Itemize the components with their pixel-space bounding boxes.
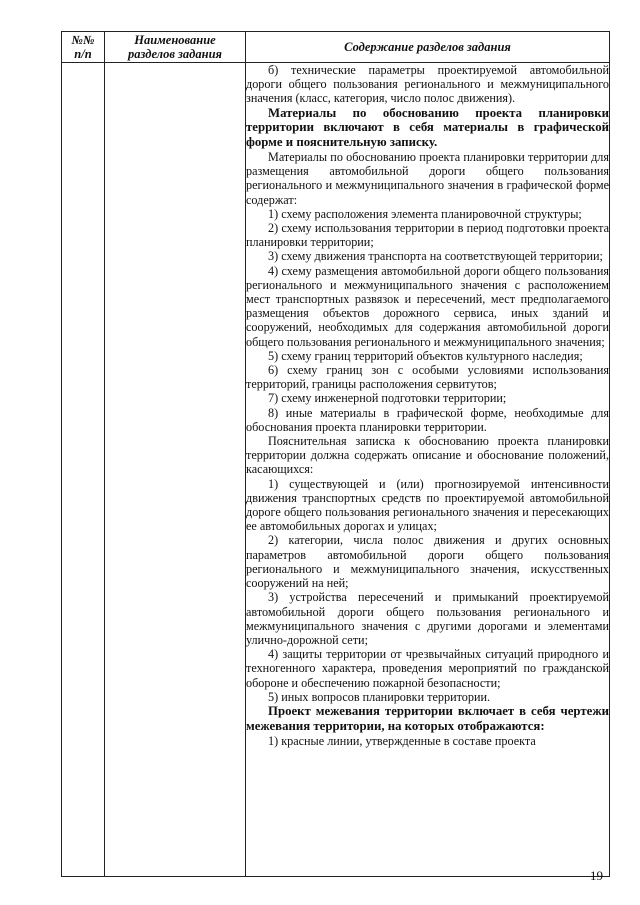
cell-content (246, 63, 610, 877)
table-row (62, 63, 610, 877)
list-item: 6) схему границ зон с особыми условиями использования территорий, границы расположения сервитутов; (246, 363, 609, 392)
header-content-text: Содержание разделов задания (344, 40, 511, 54)
list-item: 5) иных вопросов планировки территории. (268, 689, 491, 704)
paragraph: Пояснительная записка к обоснованию проекта планировки территории должна содержать описание и обоснование положений, касающихся: (246, 434, 609, 477)
paragraph: Материалы по обоснованию проекта планировки территории для размещения автомобильной дороги общего пользования регионального и межмуниципального значения в графической форме содержат: (246, 150, 609, 207)
paragraph-bold: Проект межевания территории включает в себя чертежи межевания территории, на которых отображаются: (246, 703, 609, 733)
header-number (62, 32, 105, 63)
cell-section-name (105, 63, 246, 877)
list-item: 8) иные материалы в графической форме, необходимые для обоснования проекта планировки территории. (246, 405, 609, 434)
list-item: 7) схему инженерной подготовки территории; (268, 391, 507, 406)
header-number-line1: №№ (71, 33, 95, 47)
list-item: 5) схему границ территорий объектов культурного наследия; (268, 348, 583, 363)
page-number: 19 (590, 868, 603, 883)
header-section-name (105, 32, 246, 63)
list-item: 4) схему размещения автомобильной дороги общего пользования регионального и межмуниципального значения с расположением мест транспортных развязок и пересечений, мест предполагаемого размещения объектов дорожного сервиса, иных зданий и сооружений, необходимых для содержания автомобильной дороги общего пользования регионального и межмуниципального значения; (246, 263, 609, 349)
list-item: 1) схему расположения элемента планировочной структуры; (268, 206, 582, 221)
header-number-line2: п/п (74, 47, 92, 61)
table-header-row (62, 32, 610, 63)
task-table (61, 31, 610, 877)
list-item: 1) красные линии, утвержденные в составе проекта (268, 733, 536, 748)
header-section-name-line1: Наименование (134, 33, 216, 47)
list-item: 2) категории, числа полос движения и других основных параметров автомобильной дороги общего пользования регионального и межмуниципального значения, искусственных сооружений на ней; (246, 533, 609, 591)
header-content (246, 32, 610, 63)
list-item: 4) защиты территории от чрезвычайных ситуаций природного и техногенного характера, проведения мероприятий по гражданской обороне и обеспечению пожарной безопасности; (246, 647, 609, 690)
list-item: 1) существующей и (или) прогнозируемой интенсивности движения транспортных средств по проектируемой автомобильной дороге общего пользования регионального значения и пересекающих ее автомобильных дорогах и улицах; (246, 476, 609, 534)
list-item: 3) устройства пересечений и примыканий проектируемой автомобильной дороги общего пользования регионального и межмуниципального значения с другими дорогами и элементами улично-дорожной сети; (246, 590, 609, 647)
cell-number (62, 63, 105, 877)
paragraph: б) технические параметры проектируемой автомобильной дороги общего пользования регионального и межмуниципального значения (класс, категория, число полос движения). (246, 63, 609, 106)
header-section-name-line2: разделов задания (128, 47, 222, 61)
paragraph-bold: Материалы по обоснованию проекта планировки территории включают в себя материалы в графической форме и пояснительную записку. (246, 105, 609, 150)
list-item: 2) схему использования территории в период подготовки проекта планировки территории; (246, 221, 609, 250)
list-item: 3) схему движения транспорта на соответствующей территории; (268, 249, 603, 264)
